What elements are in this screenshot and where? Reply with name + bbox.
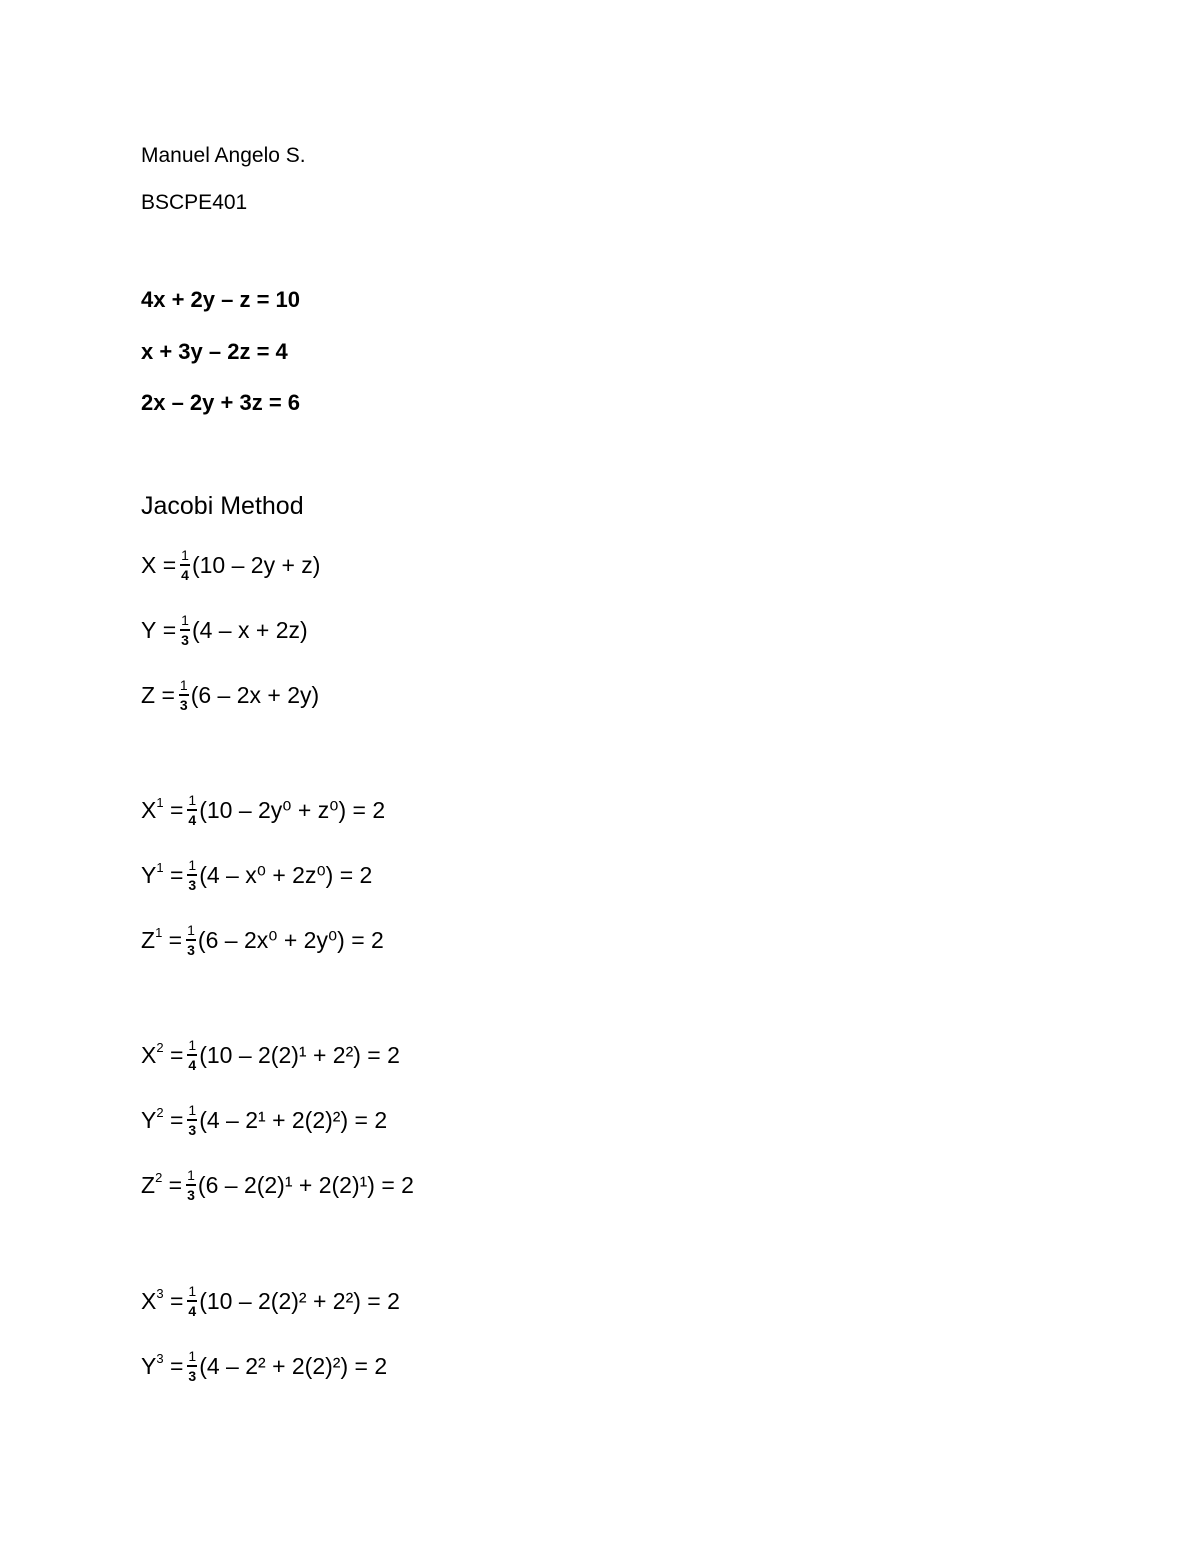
- equals-sign: =: [163, 1352, 184, 1379]
- fraction-denominator: 4: [188, 812, 197, 828]
- fraction-numerator: 1: [186, 1168, 196, 1186]
- equation-expression: (10 – 2(2)¹ + 2²) = 2: [199, 1041, 400, 1068]
- equation-expression: (10 – 2y⁰ + z⁰) = 2: [199, 796, 386, 823]
- equation-variable: $Y^2$: [141, 1104, 164, 1133]
- formulas-equation-3: [141, 675, 319, 715]
- system-equation-2: x + 3y – 2z = 4: [141, 339, 288, 364]
- student-name: Manuel Angelo S.: [141, 144, 306, 167]
- fraction: [187, 1284, 197, 1318]
- equals-sign: =: [163, 861, 184, 888]
- fraction-numerator: 1: [186, 923, 196, 941]
- equation-expression: (6 – 2(2)¹ + 2(2)¹) = 2: [197, 1171, 414, 1198]
- fraction: [187, 1349, 197, 1383]
- iteration2-equation-2: [141, 1100, 387, 1140]
- iteration3-equation-1: [141, 1281, 400, 1321]
- equals-sign: =: [163, 796, 184, 823]
- iteration-superscript: 3: [156, 1285, 164, 1301]
- fraction-denominator: 4: [188, 1057, 197, 1073]
- iteration1-equation-2: [141, 855, 372, 895]
- formulas-equation-1: [141, 545, 320, 585]
- iteration2-equation-1: [141, 1035, 400, 1075]
- iteration1-equation-1: [141, 790, 385, 830]
- iteration2-equation-3: [141, 1165, 414, 1205]
- equation-variable: $X^3$: [141, 1285, 164, 1314]
- fraction: [186, 923, 196, 957]
- equation-variable: Z: [141, 681, 156, 708]
- iteration3-equation-2: [141, 1346, 387, 1386]
- fraction: [180, 613, 190, 647]
- fraction-denominator: 3: [187, 1187, 195, 1203]
- equation-expression: (4 – x + 2z): [191, 616, 308, 643]
- equation-variable: $Y^1$: [141, 859, 164, 888]
- fraction-denominator: 3: [181, 632, 189, 648]
- fraction-denominator: 3: [179, 697, 188, 713]
- fraction-denominator: 3: [188, 877, 197, 893]
- equals-sign: =: [162, 1171, 183, 1198]
- fraction-denominator: 3: [187, 942, 195, 958]
- iteration-superscript: 2: [155, 1169, 163, 1185]
- fraction: [187, 1103, 197, 1137]
- fraction: [179, 678, 189, 712]
- equation-variable: X: [141, 551, 157, 578]
- equation-expression: (4 – 2² + 2(2)²) = 2: [199, 1352, 388, 1379]
- fraction: [180, 548, 190, 582]
- iteration1-equation-3: [141, 920, 384, 960]
- equation-expression: (6 – 2x⁰ + 2y⁰) = 2: [197, 926, 384, 953]
- fraction-denominator: 3: [188, 1368, 197, 1384]
- iteration-superscript: 3: [156, 1350, 164, 1366]
- iteration-superscript: 1: [156, 859, 164, 875]
- equals-sign: =: [163, 1287, 184, 1314]
- equals-sign: =: [155, 681, 175, 708]
- fraction-denominator: 4: [188, 1303, 197, 1319]
- fraction-denominator: 3: [188, 1122, 197, 1138]
- system-equation-1: 4x + 2y – z = 10: [141, 287, 301, 312]
- equation-variable: Y: [141, 616, 157, 643]
- iteration-superscript: 2: [156, 1104, 164, 1120]
- fraction-numerator: 1: [179, 678, 189, 696]
- fraction-numerator: 1: [180, 548, 190, 566]
- equals-sign: =: [162, 926, 183, 953]
- fraction-numerator: 1: [180, 613, 190, 631]
- fraction-numerator: 1: [187, 1349, 197, 1367]
- iteration-superscript: 1: [155, 924, 163, 940]
- iteration-superscript: 1: [156, 794, 164, 810]
- iteration-superscript: 2: [156, 1039, 164, 1055]
- equation-variable: $Z^1$: [141, 924, 163, 953]
- fraction: [187, 858, 197, 892]
- equals-sign: =: [156, 551, 177, 578]
- fraction-numerator: 1: [187, 1038, 197, 1056]
- equation-expression: (10 – 2(2)² + 2²) = 2: [199, 1287, 400, 1314]
- equals-sign: =: [156, 616, 177, 643]
- equals-sign: =: [163, 1041, 184, 1068]
- equals-sign: =: [163, 1106, 184, 1133]
- equation-expression: (6 – 2x + 2y): [190, 681, 320, 708]
- equation-variable: $X^2$: [141, 1039, 164, 1068]
- course-section: BSCPE401: [141, 191, 248, 214]
- equation-variable: $X^1$: [141, 794, 164, 823]
- equation-expression: (4 – 2¹ + 2(2)²) = 2: [199, 1106, 388, 1133]
- fraction-denominator: 4: [181, 567, 189, 583]
- system-equation-3: 2x – 2y + 3z = 6: [141, 390, 301, 415]
- fraction-numerator: 1: [187, 1103, 197, 1121]
- fraction: [187, 793, 197, 827]
- fraction-numerator: 1: [187, 858, 197, 876]
- formulas-equation-2: [141, 610, 308, 650]
- equation-expression: (4 – x⁰ + 2z⁰) = 2: [199, 861, 373, 888]
- fraction: [186, 1168, 196, 1202]
- equation-expression: (10 – 2y + z): [191, 551, 321, 578]
- equation-variable: $Z^2$: [141, 1169, 163, 1198]
- fraction-numerator: 1: [187, 793, 197, 811]
- equation-variable: $Y^3$: [141, 1350, 164, 1379]
- fraction-numerator: 1: [187, 1284, 197, 1302]
- method-heading: Jacobi Method: [141, 492, 304, 520]
- fraction: [187, 1038, 197, 1072]
